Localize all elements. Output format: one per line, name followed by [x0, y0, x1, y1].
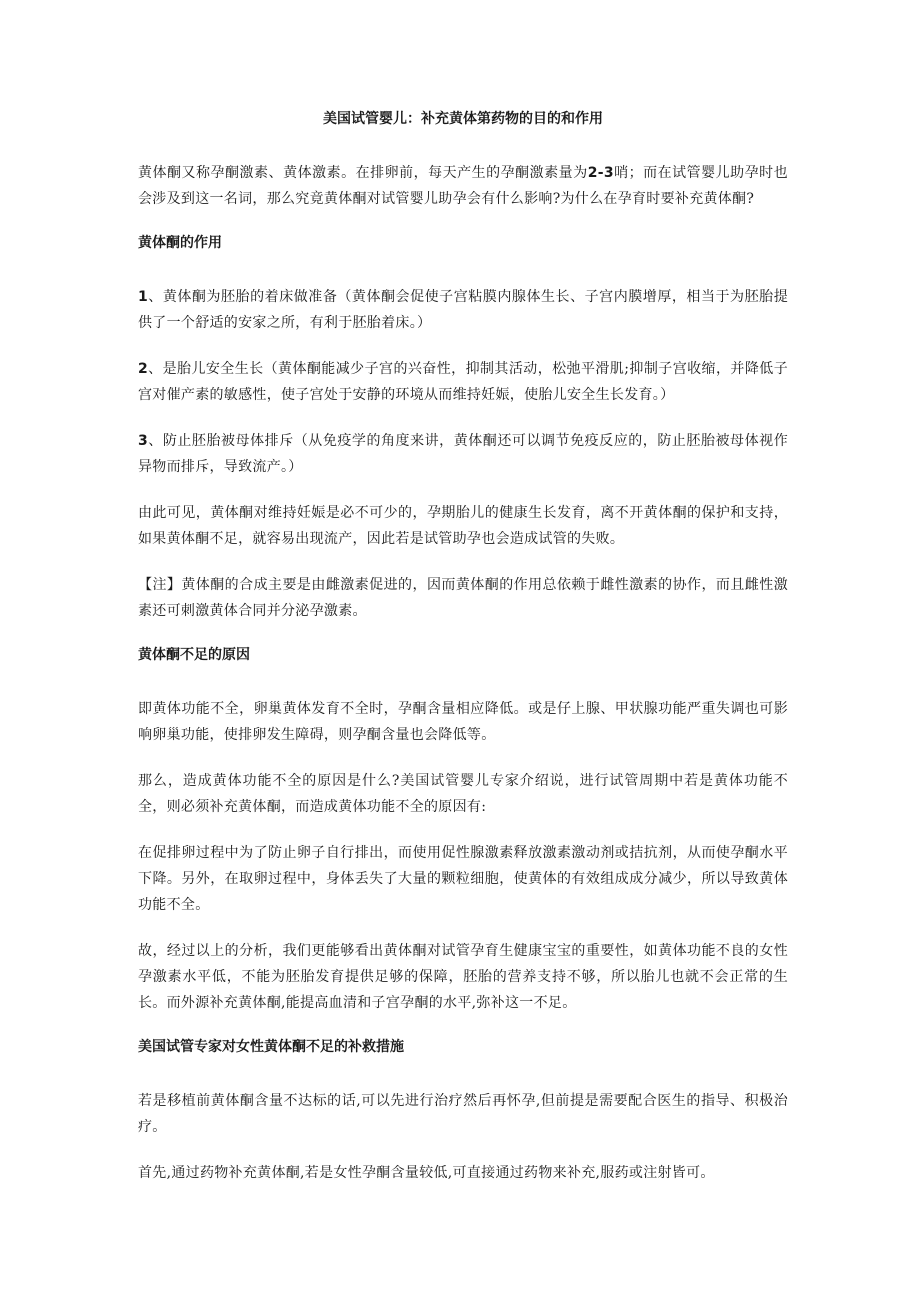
intro-dose-value: 2-3 — [587, 165, 614, 181]
section-heading-causes: 黄体酮不足的原因 — [138, 647, 250, 663]
note-paragraph: 【注】黄体酮的合成主要是由雌激素促进的，因而黄体酮的作用总依赖于雌性激素的协作，而且雌性激素还可刺激黄体合同并分泌孕激素。 — [138, 577, 788, 619]
section-heading-remedies: 美国试管专家对女性黄体酮不足的补救措施 — [138, 1039, 404, 1055]
item-text: 、是胎儿安全生长（黄体酮能减少子宫的兴奋性，抑制其活动，松弛平滑肌;抑制子宫收缩，并降低子宫对催产素的敏感性，使子宫处于安静的环境从而维持妊娠，使胎儿安全生长发育。） — [138, 361, 788, 403]
item-number: 2 — [138, 361, 149, 377]
item-number: 1 — [138, 289, 149, 305]
intro-paragraph — [138, 160, 788, 212]
item-number: 3 — [138, 433, 149, 449]
function-item — [138, 284, 788, 336]
document-title: 美国试管婴儿：补充黄体第药物的目的和作用 — [323, 111, 603, 127]
remedies-paragraph: 若是移植前黄体酮含量不达标的话,可以先进行治疗然后再怀孕,但前提是需要配合医生的指导、积极治疗。 — [138, 1093, 788, 1135]
function-item — [138, 428, 788, 480]
causes-paragraph: 在促排卵过程中为了防止卵子自行排出，而使用促性腺激素释放激素激动剂或拮抗剂，从而使孕酮水平下降。另外，在取卵过程中，身体丢失了大量的颗粒细胞，使黄体的有效组成成分减少，所以导致黄体功能不全。 — [138, 845, 788, 913]
item-text: 、防止胚胎被母体排斥（从免疫学的角度来讲，黄体酮还可以调节免疫反应的，防止胚胎被母体视作异物而排斥，导致流产。） — [138, 433, 788, 475]
causes-paragraph: 故，经过以上的分析，我们更能够看出黄体酮对试管孕育生健康宝宝的重要性，如黄体功能不良的女性孕激素水平低，不能为胚胎发育提供足够的保障，胚胎的营养支持不够，所以胎儿也就不会正常的生长。而外源补充黄体酮,能提高血清和子宫孕酮的水平,弥补这一不足。 — [138, 943, 788, 1011]
summary-paragraph: 由此可见，黄体酮对维持妊娠是必不可少的，孕期胎儿的健康生长发育，离不开黄体酮的保护和支持，如果黄体酮不足，就容易出现流产，因此若是试管助孕也会造成试管的失败。 — [138, 505, 788, 547]
causes-paragraph: 那么，造成黄体功能不全的原因是什么?美国试管婴儿专家介绍说，进行试管周期中若是黄体功能不全，则必须补充黄体酮，而造成黄体功能不全的原因有: — [138, 773, 788, 815]
intro-text-after: 哨；而在试管婴儿助孕时也会涉及到这一名词，那么究竟黄体酮对试管婴儿助孕会有什么影响?为什么在孕育时要补充黄体酮? — [138, 165, 788, 207]
document-page — [138, 108, 788, 1206]
intro-text-before: 黄体酮又称孕酮激素、黄体激素。在排卵前，每天产生的孕酮激素量为 — [138, 165, 588, 181]
section-heading-function: 黄体酮的作用 — [138, 235, 222, 251]
item-text: 、黄体酮为胚胎的着床做准备（黄体酮会促使子宫粘膜内腺体生长、子宫内膜增厚，相当于为胚胎提供了一个舒适的安家之所，有利于胚胎着床。） — [138, 289, 788, 331]
remedies-paragraph: 首先,通过药物补充黄体酮,若是女性孕酮含量较低,可直接通过药物来补充,服药或注射皆可。 — [138, 1165, 715, 1181]
causes-paragraph: 即黄体功能不全，卵巢黄体发育不全时，孕酮含量相应降低。或是仔上腺、甲状腺功能严重失调也可影响卵巢功能，使排卵发生障碍，则孕酮含量也会降低等。 — [138, 701, 788, 743]
function-item — [138, 356, 788, 408]
